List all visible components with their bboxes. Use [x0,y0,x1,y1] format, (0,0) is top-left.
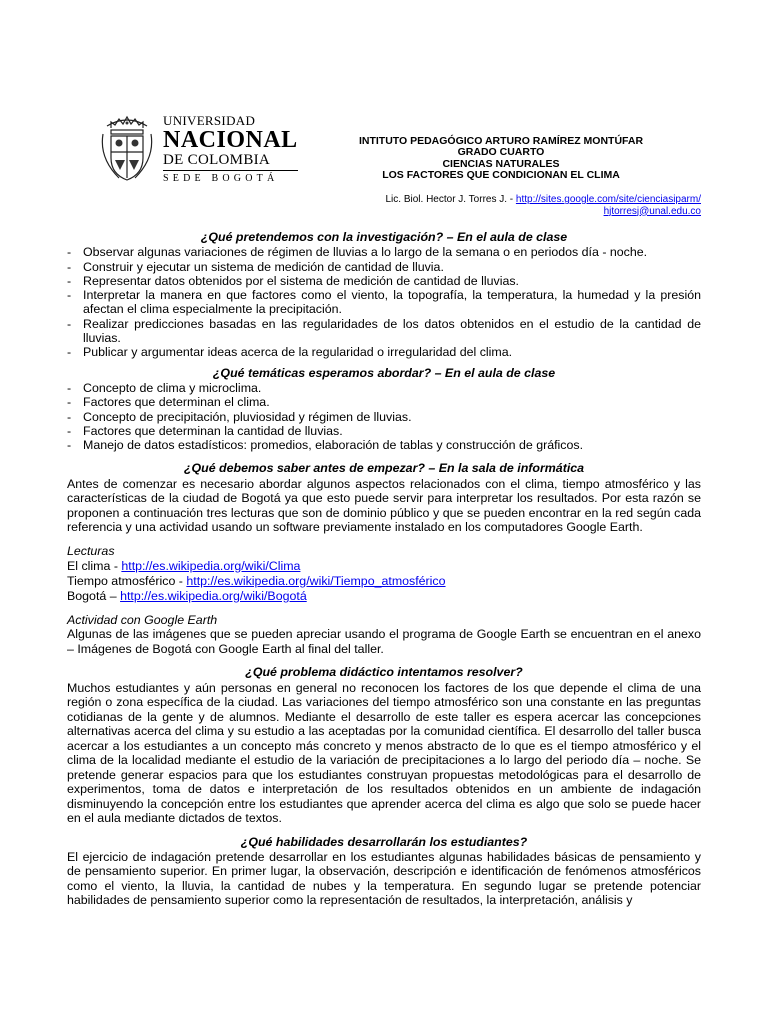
section-5-body: El ejercicio de indagación pretende desarrollar en los estudiantes algunas habilidades básicas de pensamiento y de pensamiento superior. En primer lugar, la observación, descripción e identificación de fenómenos atmosféricos como el viento, la lluvia, la cantidad de nubes y la temperatura. En segundo lugar se pretende potenciar habilidades de pensamiento superior como la representación de resultados, la interpretación, análisis y [67,849,701,908]
list-item: - Representar datos obtenidos por el sistema de medición de cantidad de lluvias. [67,274,701,288]
list-item: - Concepto de clima y microclima. [67,381,701,395]
list-item: - Construir y ejecutar un sistema de medición de cantidad de lluvia. [67,260,701,274]
section-4-body: Muchos estudiantes y aún personas en general no reconocen los factores de los que depende el clima de una región o zona específica de la ciudad. Las variaciones del tiempo atmosférico son una constante en las preguntas cotidianas de la gente y de alumnos. Mediante el desarrollo de este taller es espera acercar las concepciones alternativas acerca del clima y su estudio a las aceptadas por la comunidad científica. El desarrollo del taller busca acercar a los estudiantes a un concepto más concreto y menos abstracto de lo que es el tiempo atmosférico y el clima de la localidad mediante el estudio de la variación de precipitaciones a lo largo del periodo día – noche. Se pretende generar espacios para que los estudiantes construyan propuestas metodológicas para el desarrollo de experimentos, toma de datos e interpretación de los resultados obtenidos en un ambiente de indagación disminuyendo la concepción entre los estudiantes que aprender acerca del clima es algo que solo se puede hacer en el aula mediante dictados de textos. [67,680,701,826]
author-email-link[interactable]: hjtorresj@unal.edu.co [603,205,701,217]
logo-line-2: NACIONAL [163,127,298,153]
actividad-label: Actividad con Google Earth [67,612,218,627]
list-item: - Concepto de precipitación, pluviosidad y régimen de lluvias. [67,410,701,424]
lectura-item [67,589,701,604]
list-item: - Realizar predicciones basadas en las regularidades de los datos obtenidos en el estudio de la cantidad de lluvias. [67,317,701,346]
section-1-title: ¿Qué pretendemos con la investigación? – En el aula de clase [200,230,568,244]
header-line-4: LOS FACTORES QUE CONDICIONAN EL CLIMA [382,169,620,182]
author-name: Lic. Biol. Hector J. Torres J. - [385,194,516,205]
lectura-label: Bogotá – [67,588,121,603]
lectura-link-tiempo[interactable]: http://es.wikipedia.org/wiki/Tiempo_atmosférico [186,573,446,588]
lectura-label: Tiempo atmosférico - [67,573,187,588]
logo-line-3: DE COLOMBIA [163,152,271,168]
lecturas-label: Lecturas [67,543,115,558]
author-info [386,194,702,217]
section-3-title: ¿Qué debemos saber antes de empezar? – En la sala de informática [183,461,585,476]
logo-line-1: UNIVERSIDAD [163,113,256,128]
list-item: - Interpretar la manera en que factores como el viento, la topografía, la temperatura, la humedad y la presión afectan el clima especialmente la precipitación. [67,288,701,317]
list-item: - Factores que determinan la cantidad de lluvias. [67,424,701,438]
list-item: - Observar algunas variaciones de régimen de lluvias a lo largo de la semana o en periodos día - noche. [67,245,701,259]
section-2-list [67,381,701,452]
header-line-1: INTITUTO PEDAGÓGICO ARTURO RAMÍREZ MONTÚFAR [358,135,644,147]
lectura-link-bogota[interactable]: http://es.wikipedia.org/wiki/Bogotá [120,588,307,603]
section-4-title: ¿Qué problema didáctico intentamos resolver? [245,665,523,680]
lectura-item [67,559,701,574]
author-site-link[interactable]: http://sites.google.com/site/cienciasiparm/ [515,194,701,205]
university-seal-icon [99,112,155,184]
section-3-body: Antes de comenzar es necesario abordar algunos aspectos relacionados con el clima, tiempo atmosférico y las características de la ciudad de Bogotá ya que esto puede servir para interpretar los resultados. Por esta razón se proponen a continuación tres lecturas que son de dominio público y que se pueden encontrar en la red según cada referencia y una actividad usando un software previamente instalado en los computadores Google Earth. [67,476,701,535]
list-item: - Factores que determinan el clima. [67,395,701,409]
list-item: - Manejo de datos estadísticos: promedios, elaboración de tablas y construcción de gráficos. [67,438,701,452]
section-2-title: ¿Qué temáticas esperamos abordar? – En el aula de clase [212,365,556,380]
lectura-label: El clima - [67,558,122,573]
section-1-list [67,245,701,359]
header-line-3: CIENCIAS NATURALES [442,157,560,170]
university-logo [99,112,309,186]
actividad-body: Algunas de las imágenes que se pueden apreciar usando el programa de Google Earth se encuentran en el anexo – Imágenes de Bogotá con Google Earth al final del taller. [67,627,701,656]
section-5-title: ¿Qué habilidades desarrollarán los estudiantes? [240,834,528,849]
document-body [67,230,701,908]
list-item: - Publicar y argumentar ideas acerca de la regularidad o irregularidad del clima. [67,345,701,359]
document-header [323,136,679,182]
lectura-item [67,574,701,589]
header-line-2: GRADO CUARTO [457,146,545,159]
document-page [67,0,701,1024]
lectura-link-clima[interactable]: http://es.wikipedia.org/wiki/Clima [121,558,301,573]
logo-line-4: SEDE BOGOTÁ [163,170,298,185]
